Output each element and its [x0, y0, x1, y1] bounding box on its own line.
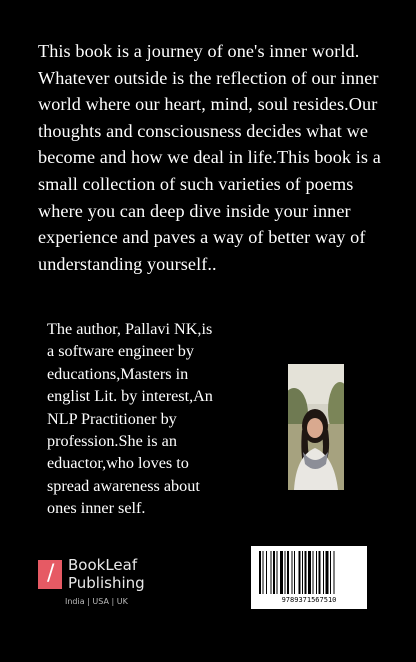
publisher-name: [68, 556, 145, 592]
author-bio: The author, Pallavi NK,is a software engineer by educations,Masters in englist Lit. by interest,An NLP Practitioner by profession.She is an eduactor,who loves to spread awareness about ones inner self.: [47, 320, 213, 518]
publisher-name-line1: BookLeaf: [68, 556, 138, 574]
publisher-name-line2: Publishing: [68, 574, 145, 592]
author-photo: [288, 364, 344, 490]
back-cover-blurb: This book is a journey of one's inner world. Whatever outside is the reflection of our inner world where our heart, mind, soul resides.Our thoughts and consciousness decides what we become and how we deal in life.This book is a small collection of such varieties of poems where you can deep dive inside your inner experience and paves a way of better way of understanding yourself..: [38, 41, 381, 274]
isbn-number: 9789371567510: [281, 596, 337, 604]
barcode-bars: [259, 551, 359, 594]
author-portrait-image: [288, 364, 344, 490]
publisher-regions: India | USA | UK: [65, 597, 128, 606]
publisher-logo-slash: /: [47, 561, 55, 586]
isbn-barcode: [251, 546, 367, 609]
